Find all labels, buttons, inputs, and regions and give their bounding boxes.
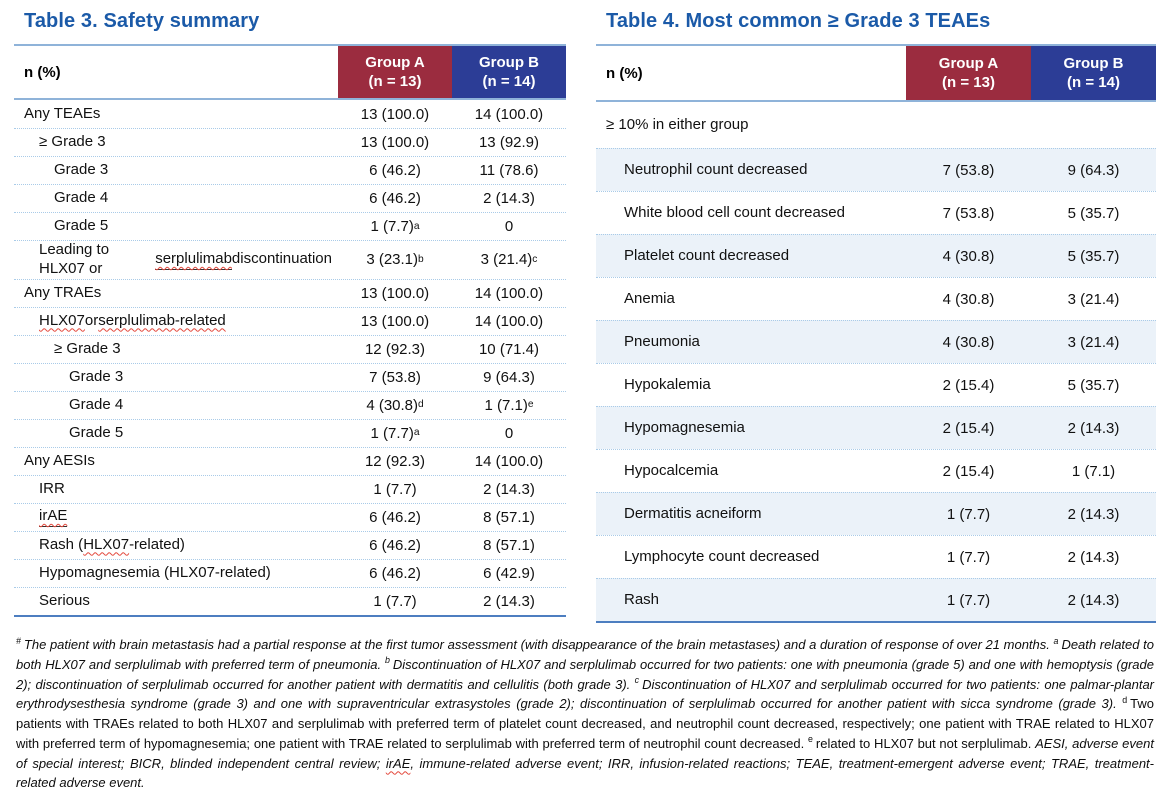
table3-header-group-b-cell [452, 46, 566, 98]
table-row [596, 578, 1156, 621]
table-row [596, 406, 1156, 449]
value-group-a: 7 (53.8) [942, 204, 995, 222]
table-row [14, 447, 566, 475]
row-label: Lymphocyte count decreased [624, 547, 820, 565]
group-a-name: Group A [365, 53, 425, 71]
table4-header-group-a-cell [906, 46, 1031, 100]
footnote-superscript: a [1053, 635, 1059, 646]
table-row [596, 492, 1156, 535]
group-b-n: (n = 14) [1067, 74, 1120, 91]
row-label: Any TRAEs [24, 283, 102, 301]
row-label: Grade 4 [69, 395, 124, 413]
row-label: HLX07 or serplulimab-related [39, 311, 226, 329]
footnote-segment: $^e$ related to HLX07 but not serplulimab. [807, 734, 1036, 751]
row-label: Serious [39, 591, 90, 609]
value-group-a: 7 (53.8) [369, 368, 421, 386]
value-group-b: 2 (14.3) [1067, 505, 1120, 523]
row-label: White blood cell count decreased [624, 203, 845, 221]
value-group-a: 1 (7.7) [373, 592, 417, 610]
spellcheck-marked-word: serplulimab [155, 250, 232, 270]
footnote-segment: # The patient with brain metastasis had a partial response at the first tumor assessment (with disappearance of the brain metastases) and a duration of response of over 21 months. [16, 635, 1054, 652]
value-group-a: 3 (23.1) b [366, 251, 424, 269]
row-label: IRR [39, 479, 65, 497]
table-row [14, 587, 566, 615]
footnote-superscript: # [16, 635, 21, 646]
row-label: Dermatitis acneiform [624, 504, 762, 522]
value-group-b: 11 (78.6) [479, 162, 539, 179]
row-label: Platelet count decreased [624, 246, 790, 264]
value-group-a: 1 (7.7) [946, 591, 991, 609]
table-row [14, 335, 566, 363]
value-group-a: 12 (92.3) [364, 452, 426, 470]
table3-header-label: n (%) [14, 46, 338, 98]
value-group-b: 2 (14.3) [1067, 419, 1120, 437]
value-group-b: 0 [504, 424, 514, 442]
value-group-a: 6 (46.2) [369, 162, 421, 179]
value-group-b: 5 (35.7) [1067, 204, 1120, 222]
row-label: Anemia [624, 289, 675, 307]
table4-header-label: n (%) [596, 46, 906, 100]
table-row [14, 212, 566, 240]
value-group-a: 2 (15.4) [942, 376, 995, 394]
table-row [14, 559, 566, 587]
table4-column [596, 6, 1156, 623]
value-group-b: 10 (71.4) [478, 340, 540, 358]
row-label: Rash [624, 590, 660, 608]
table-row [596, 363, 1156, 406]
table-row [596, 535, 1156, 578]
row-label: ≥ Grade 3 [39, 133, 106, 151]
value-group-b: 2 (14.3) [1067, 548, 1120, 566]
value-group-b: 3 (21.4) [1067, 290, 1120, 308]
table3-rows [14, 100, 566, 615]
value-group-b: 8 (57.1) [483, 508, 535, 526]
table4-subheader-row [596, 102, 1156, 148]
table-row [14, 240, 566, 279]
table-row [14, 100, 566, 128]
value-group-a: 2 (15.4) [942, 462, 995, 480]
table-row [596, 277, 1156, 320]
row-label: Grade 4 [54, 189, 109, 207]
value-group-a: 6 (46.2) [369, 508, 421, 526]
value-group-a: 4 (30.8) [942, 247, 995, 265]
row-label: Hypomagnesemia (HLX07-related) [39, 563, 271, 581]
value-group-a: 1 (7.7) a [370, 424, 420, 442]
spellcheck-marked-word: serplulimab-related [98, 311, 226, 329]
value-group-a: 12 (92.3) [364, 340, 426, 358]
table4-title: Table 4. Most common ≥ Grade 3 TEAEs [606, 10, 991, 32]
footnote-superscript: e [807, 734, 813, 745]
table3-title: Table 3. Safety summary [24, 10, 260, 32]
value-group-a: 6 (46.2) [369, 536, 421, 554]
table-row [14, 363, 566, 391]
table-row [14, 307, 566, 335]
table-row [596, 234, 1156, 277]
spellcheck-marked-word: irAE [39, 507, 67, 527]
value-group-b: 2 (14.3) [483, 592, 535, 610]
table-row [14, 391, 566, 419]
subheader-label: ≥ 10% in either group [606, 115, 749, 133]
value-group-a: 4 (30.8) [942, 333, 995, 351]
value-group-a: 4 (30.8) d [366, 396, 424, 414]
value-group-a: 6 (46.2) [369, 190, 421, 207]
value-group-a: 13 (100.0) [360, 134, 430, 151]
footnotes [16, 635, 1154, 793]
value-group-b: 1 (7.1) [1071, 462, 1116, 480]
value-group-a: 2 (15.4) [942, 419, 995, 437]
table4-rows [596, 102, 1156, 621]
row-label: Hypomagnesemia [624, 418, 745, 436]
value-group-a: 7 (53.8) [942, 161, 995, 179]
row-label: Grade 5 [69, 423, 124, 441]
table4 [596, 44, 1156, 623]
value-group-a: 13 (100.0) [360, 284, 430, 302]
row-label: Neutrophil count decreased [624, 160, 808, 178]
value-group-b: 14 (100.0) [474, 312, 544, 330]
value-group-a: 13 (100.0) [360, 312, 430, 330]
value-group-b: 2 (14.3) [1067, 591, 1120, 609]
value-group-a: 6 (46.2) [369, 564, 421, 582]
value-group-b: 14 (100.0) [474, 452, 544, 470]
value-group-b: 9 (64.3) [483, 368, 535, 386]
table3 [14, 44, 566, 617]
row-label: Hypocalcemia [624, 461, 719, 479]
value-group-b: 13 (92.9) [478, 134, 540, 151]
value-group-b: 2 (14.3) [483, 190, 535, 207]
group-a-n: (n = 13) [368, 73, 422, 90]
footnote-superscript: b [384, 655, 390, 666]
group-b-name: Group B [479, 53, 539, 71]
value-group-a: 1 (7.7) [373, 480, 417, 498]
value-group-b: 14 (100.0) [474, 105, 544, 123]
footnote-segment: AESI, adverse event of special interest; BICR, blinded independent central review; irAE, immune-related adverse event; IRR, infusion-related reactions; TEAE, treatment-emergent adverse event; TRAE, treatment-related adverse event. [16, 735, 1155, 791]
row-label: Grade 3 [54, 161, 109, 179]
table-row [14, 503, 566, 531]
row-label: ≥ Grade 3 [54, 339, 121, 357]
row-label: Pneumonia [624, 332, 700, 350]
group-b-n: (n = 14) [482, 73, 536, 90]
footnote-superscript: c [634, 675, 640, 686]
value-group-b: 14 (100.0) [474, 284, 544, 302]
value-group-a: 1 (7.7) [946, 505, 991, 523]
group-a-name: Group A [938, 54, 999, 72]
footnote-segment: $^b$ Discontinuation of HLX07 and serplulimab occurred for two patients: one with pneumonia (grade 5) and one with hemoptysis (grade 2); discontinuation of serplulimab occurred for another patient with dermatitis and cellulitis (both grade 3). [16, 655, 1154, 692]
row-label: Rash ( HLX07 -related) [39, 535, 185, 553]
value-group-a: 13 (100.0) [360, 105, 430, 123]
row-label [14, 504, 338, 531]
table-row [14, 184, 566, 212]
value-group-a: 4 (30.8) [942, 290, 995, 308]
row-label: Grade 3 [69, 367, 124, 385]
table-row [596, 191, 1156, 234]
table-row [14, 156, 566, 184]
table-row [14, 531, 566, 559]
table4-header-row [596, 44, 1156, 102]
row-label: Any TEAEs [24, 104, 101, 122]
value-group-a: 1 (7.7) [946, 548, 991, 566]
group-b-name: Group B [1063, 54, 1124, 72]
spellcheck-marked-word: HLX07 [83, 535, 130, 553]
table4-header-group-b-cell [1031, 46, 1156, 100]
table-row [596, 148, 1156, 191]
footnote-segment: $^a$ Death related to both HLX07 and serplulimab with preferred term of pneumonia. [16, 635, 1154, 672]
table-row [14, 419, 566, 447]
footnote-segment: $^d$ Two patients with TRAEs related to both HLX07 and serplulimab with preferred term of platelet count decreased, and neutrophil count decreased, respectively; one patient with TRAE related to HLX07 with preferred term of hypomagnesemia; one patient with TRAE related to serplulimab with preferred term of neutrophil count decreased. [16, 694, 1154, 751]
value-group-b: 3 (21.4) [1067, 333, 1120, 351]
value-group-b: 9 (64.3) [1067, 161, 1120, 179]
row-label: Any AESIs [24, 451, 95, 469]
table-row [14, 279, 566, 307]
row-label: Hypokalemia [624, 375, 711, 393]
table3-header-group-a-cell [338, 46, 452, 98]
footnote-superscript: d [1122, 694, 1128, 705]
value-group-b: 0 [504, 218, 514, 235]
value-group-b: 6 (42.9) [483, 564, 535, 582]
table-row [14, 475, 566, 503]
row-label: Leading to HLX07 or serplulimab discontinuation [39, 241, 332, 277]
value-group-b: 5 (35.7) [1067, 376, 1120, 394]
table-row [14, 128, 566, 156]
table-row [596, 449, 1156, 492]
row-label: Grade 5 [54, 217, 109, 235]
table3-column [14, 6, 566, 623]
value-group-b: 5 (35.7) [1067, 247, 1120, 265]
value-group-b: 3 (21.4) c [480, 251, 538, 269]
value-group-b: 2 (14.3) [483, 480, 535, 498]
table-row [596, 320, 1156, 363]
value-group-b: 8 (57.1) [483, 536, 535, 554]
footnote-segment: $^c$ Discontinuation of HLX07 and serplulimab occurred for two patients: one palmar-plantar erythrodysesthesia syndrome (grade 3) and one with supraventricular extrasystoles (grade 2); discontinuation of serplulimab occurred for another patient with sicca syndrome (grade 3). [16, 675, 1155, 712]
value-group-b: 1 (7.1) e [484, 396, 534, 414]
spellcheck-marked-word: irAE [385, 755, 411, 771]
group-a-n: (n = 13) [942, 74, 995, 91]
table3-header-row [14, 44, 566, 100]
spellcheck-marked-word: HLX07 [39, 311, 85, 329]
value-group-a: 1 (7.7) a [370, 218, 420, 235]
